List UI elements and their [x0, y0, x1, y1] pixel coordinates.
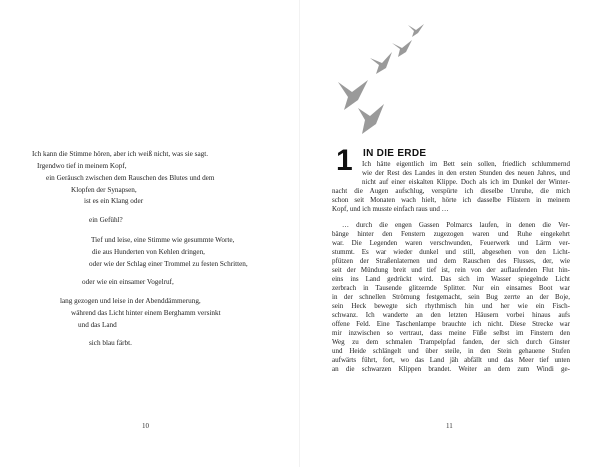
chapter-text — [332, 0, 570, 467]
text-line: bänge hinter den Fenstern zugezogen waren und Ruhe eingekehrt — [332, 230, 570, 238]
poem-line: Tief und leise, eine Stimme wie gesummte Worte, — [91, 236, 235, 244]
poem-line: lang gezogen und leise in der Abenddämmerung, — [60, 297, 201, 305]
page-number-left: 10 — [142, 422, 149, 430]
text-line: stummt. Es war wieder dunkel und still, abgesehen von den Licht- — [332, 248, 570, 256]
text-line: schwanz. Ich wanderte an den letzten Häusern vorbei hinaus aufs — [332, 311, 570, 319]
poem-line: Ich kann die Stimme hören, aber ich weiß nicht, was sie sagt. — [32, 150, 209, 158]
chapter-number: 1 — [336, 144, 353, 177]
text-line: nicht auf einer eiskalten Klippe. Doch als ich im Dunkel der Winter- — [362, 178, 570, 186]
poem-line: und das Land — [78, 321, 117, 329]
text-line: in der schnellen Strömung festgemacht, sein Bug zerrte an der Boje, — [332, 293, 570, 301]
poem-line: sich blau färbt. — [89, 339, 132, 347]
text-line: und Heide schlängelt und über steile, in den Stein gehauene Stufen — [332, 347, 570, 355]
poem-line: Klopfen der Synapsen, — [71, 186, 137, 194]
poem-line: oder wie der Schlag einer Trommel zu festen Schritten, — [89, 260, 248, 268]
poem-line: ist es ein Klang oder — [84, 197, 144, 205]
text-line: Ich hätte eigentlich im Bett sein sollen, friedlich schlummernd — [362, 160, 570, 168]
text-line: zerbrach in Tausende glitzernde Splitter. Nur ein einsames Boot war — [332, 284, 570, 292]
poem-line: während das Licht hinter einem Berghamm versinkt — [71, 309, 221, 317]
page-number-right: 11 — [446, 422, 453, 430]
text-line: offene Feld. Eine Taschenlampe brauchte ich nicht. Diese Strecke war — [332, 320, 570, 328]
text-line: Kopf, und ich musste einfach raus und … — [332, 205, 449, 213]
poem-line: oder wie ein einsamer Vogelruf, — [82, 278, 174, 286]
text-line: war. Die Legenden waren verschwunden, Feuerwerk und Lärm ver- — [332, 239, 570, 247]
text-line: an die schwarzen Klippen brandet. Weiter an dem zum Windi ge- — [332, 365, 570, 373]
poem-line: Irgendwo tief in meinem Kopf, — [37, 162, 127, 170]
chapter-title: IN DIE ERDE — [363, 148, 427, 159]
text-line: seit der Mündung breit und tief ist, rein von der auflaufenden Flut hin- — [332, 266, 570, 274]
text-line: nacht die Augen aufschlug, verspürte ich dieselbe Unruhe, die mich — [332, 187, 570, 195]
text-line: aufwärts führt, fort, wo das Land jäh abfällt und das Meer tief unten — [332, 356, 570, 364]
text-line: eins ins Land gedrückt wird. Das sich im Wasser spiegelnde Licht — [332, 275, 570, 283]
text-line: sein Heck bewegte sich rhythmisch hin und her wie ein Fisch- — [332, 302, 570, 310]
poem-line: ein Gefühl? — [89, 216, 123, 224]
text-line: pfützen der Straßenlaternen und dem Rauschen des Flusses, der, wie — [332, 257, 570, 265]
poem-line: ein Geräusch zwischen dem Rauschen des Blutes und dem — [46, 174, 215, 182]
text-line: Weg zu dem schmalen Trampelpfad fanden, der sich durch Ginster — [332, 338, 570, 346]
right-page — [300, 0, 600, 467]
poem-line: die aus Hunderten von Kehlen dringen, — [92, 248, 205, 256]
text-line: … durch die engen Gassen Polmarcs laufen, in denen die Ver- — [342, 221, 570, 229]
text-line: wie der Rest des Landes in den ersten Stunden des neuen Jahres, und — [362, 169, 570, 177]
text-line: mir inzwischen so vertraut, dass meine Füße selbst im Finstern den — [332, 329, 570, 337]
text-line: schon seit Monaten wach hielt, hörte ich dasselbe Flüstern in meinem — [332, 196, 570, 204]
